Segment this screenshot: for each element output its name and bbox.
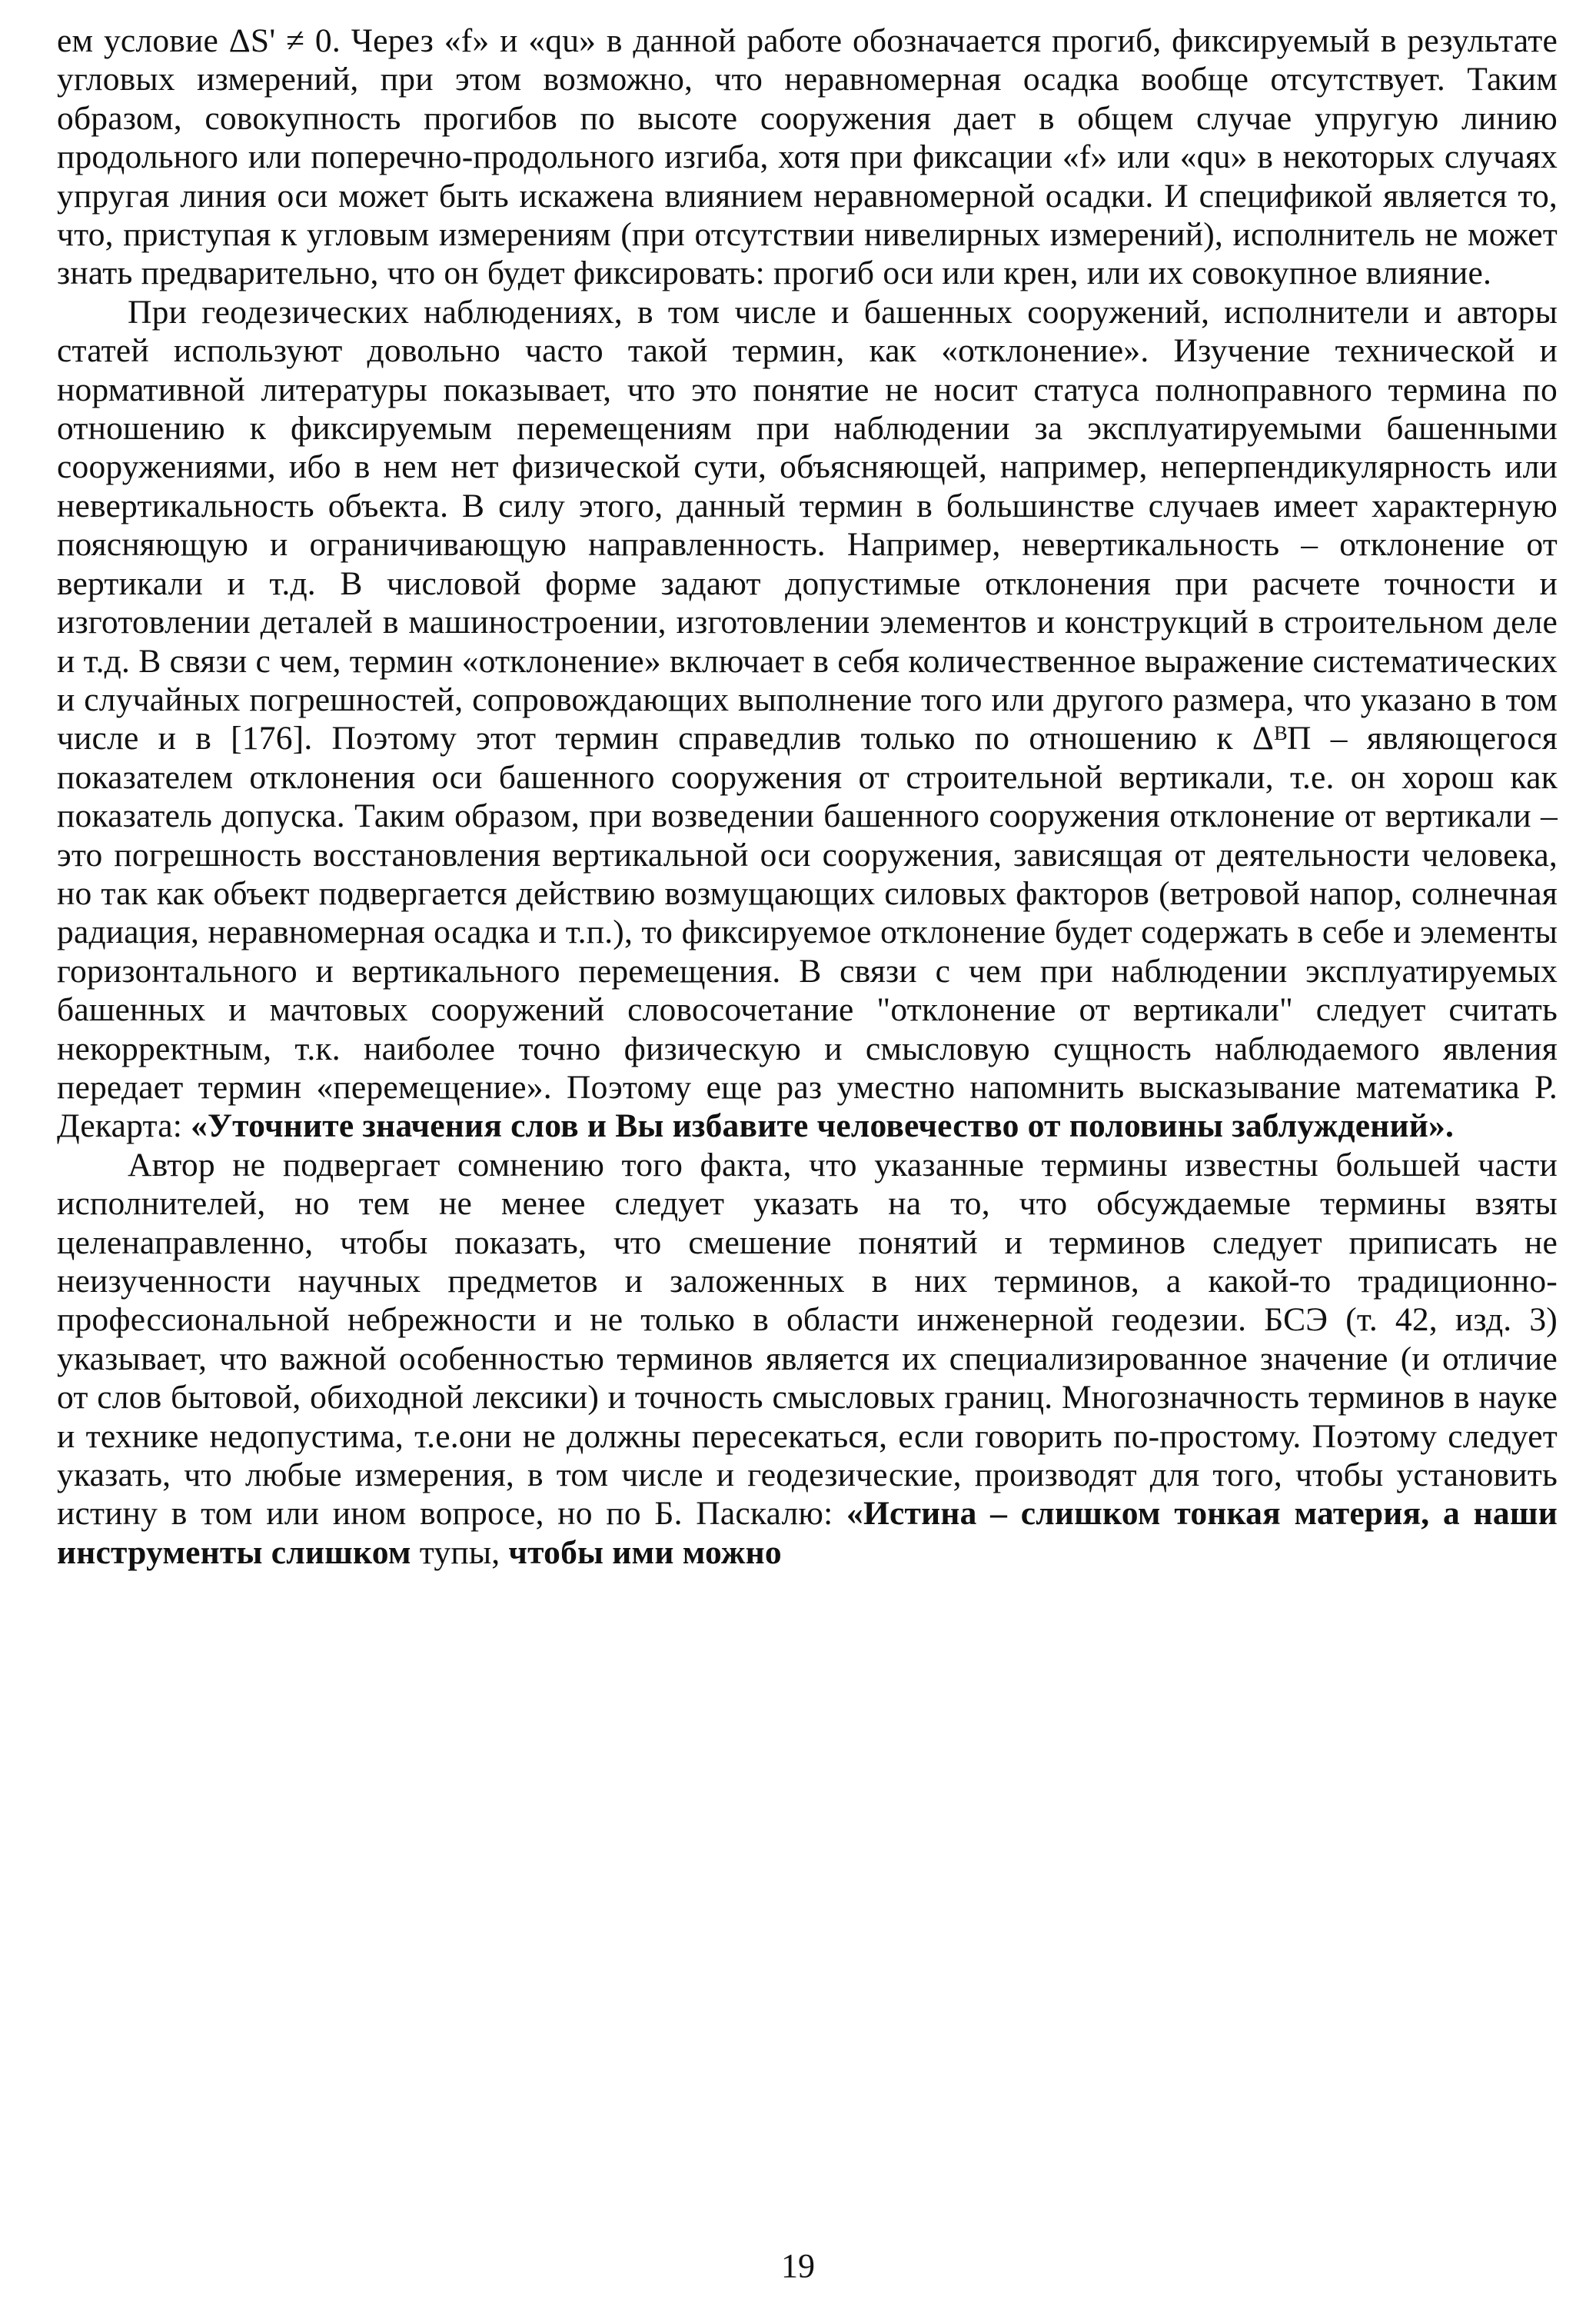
- paragraph-continuation: [57, 22, 1558, 293]
- pascal-quote-part-1: «Истина – слишком тонкая материя, а наши инструменты слишком: [57, 1495, 1558, 1571]
- paragraph-deviation-term: [57, 293, 1558, 1146]
- paragraph-text: Автор не подвергает сомнению того факта, что указанные термины известны большей части исполнителей, но тем не менее следует указать на то, что обсуждаемые термины взяты целенаправленно, чтобы показать, что смешение понятий и терминов следует приписать не неизученности научных предметов и заложенных в них терминов, а какой-то традиционно-профессиональной небрежности и не только в области инженерной геодезии. БСЭ (т. 42, изд. 3) указывает, что важной особенностью терминов является их специализированное значение (и отличие от слов бытовой, обиходной лексики) и точность смысловых границ. Многозначность терминов в науке и технике недопустима, т.е.они не должны пересекаться, если говорить по-простому. Поэтому следует указать, что любые измерения, в том числе и геодезические, производят для того, чтобы установить истину в том или ином вопросе, но по Б. Паскалю:: [57, 1146, 1558, 1533]
- descartes-quote: «Уточните значения слов и Вы избавите человечество от половины заблуждений».: [191, 1107, 1455, 1145]
- pascal-quote-plain-word: тупы,: [411, 1533, 509, 1571]
- paragraph-text: ем условие ΔS' ≠ 0. Через «f» и «qu» в данной работе обозначается прогиб, фиксируемый в результате угловых измерений, при этом возможно, что неравномерная осадка вообще отсутствует. Таким образом, совокупность прогибов по высоте сооружения дает в общем случае упругую линию продольного или поперечно-продольного изгиба, хотя при фиксации «f» или «qu» в некоторых случаях упругая линия оси может быть искажена влиянием неравномерной осадки. И спецификой является то, что, приступая к угловым измерениям (при отсутствии нивелирных измерений), исполнитель не может знать предварительно, что он будет фиксировать: прогиб оси или крен, или их совокупное влияние.: [57, 22, 1558, 292]
- page-number: 19: [781, 2247, 815, 2285]
- paragraph-terminology: [57, 1146, 1558, 1572]
- pascal-quote-part-2: чтобы ими можно: [508, 1533, 782, 1571]
- paragraph-text: При геодезических наблюдениях, в том числе и башенных сооружений, исполнители и авторы статей используют довольно часто такой термин, как «отклонение». Изучение технической и нормативной литературы показывает, что это понятие не носит статуса полноправного термина по отношению к фиксируемым перемещениям при наблюдении за эксплуатируемыми башенными сооружениями, ибо в нем нет физической сути, объясняющей, например, неперпендикулярность или невертикальность объекта. В силу этого, данный термин в большинстве случаев имеет характерную поясняющую и ограничивающую направленность. Например, невертикальность – отклонение от вертикали и т.д. В числовой форме задают допустимые отклонения при расчете точности и изготовлении деталей в машиностроении, изготовлении элементов и конструкций в строительном деле и т.д. В связи с чем, термин «отклонение» включает в себя количественное выражение систематических и случайных погрешностей, сопровождающих выполнение того или другого размера, что указано в том числе и в [176]. Поэтому этот термин справедлив только по отношению к ΔᴮП – являющегося показателем отклонения оси башенного сооружения от строительной вертикали, т.е. он хорош как показатель допуска. Таким образом, при возведении башенного сооружения отклонение от вертикали – это погрешность восстановления вертикальной оси сооружения, зависящая от деятельности человека, но так как объект подвергается действию возмущающих силовых факторов (ветровой напор, солнечная радиация, неравномерная осадка и т.п.), то фиксируемое отклонение будет содержать в себе и элементы горизонтального и вертикального перемещения. В связи с чем при наблюдении эксплуатируемых башенных и мачтовых сооружений словосочетание "отклонение от вертикали" следует считать некорректным, т.к. наиболее точно физическую и смысловую сущность наблюдаемого явления передает термин «перемещение». Поэтому еще раз уместно напомнить высказывание математика Р. Декарта:: [57, 293, 1558, 1145]
- body-text: [57, 22, 1558, 1572]
